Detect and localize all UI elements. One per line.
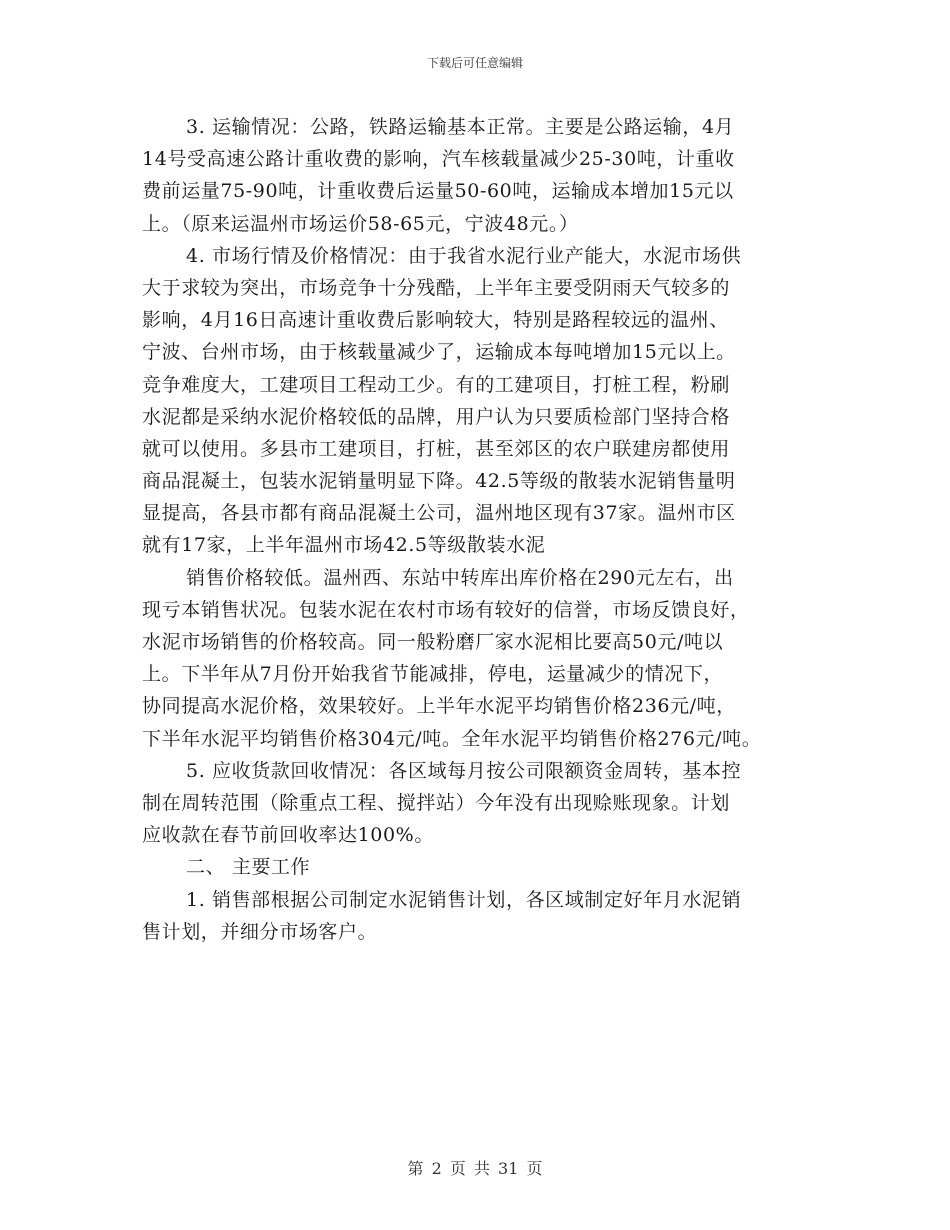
- text-line: 就可以使用。多县市工建项目，打桩，甚至郊区的农户联建房都使用: [142, 437, 731, 460]
- text-line: 制在周转范围（除重点工程、搅拌站）今年没有出现赊账现象。计划: [142, 791, 731, 814]
- section-heading: 二、 主要工作: [186, 856, 311, 879]
- text-line: 销售价格较低。温州西、东站中转库出库价格在290元左右，出: [186, 566, 734, 589]
- text-line: 协同提高水泥价格，效果较好。上半年水泥平均销售价格236元/吨，: [142, 695, 736, 718]
- text-line: 1. 销售部根据公司制定水泥销售计划，各区域制定好年月水泥销: [186, 888, 742, 911]
- text-line: 上。（原来运温州市场运价58-65元，宁波48元。）: [142, 212, 579, 235]
- text-line: 费前运量75-90吨，计重收费后运量50-60吨，运输成本增加15元以: [142, 180, 734, 203]
- text-line: 商品混凝土，包装水泥销量明显下降。42.5等级的散装水泥销售量明: [142, 470, 736, 493]
- text-line: 宁波、台州市场，由于核载量减少了，运输成本每吨增加15元以上。: [142, 341, 736, 364]
- text-line: 竞争难度大，工建项目工程动工少。有的工建项目，打桩工程，粉刷: [142, 373, 731, 396]
- text-line: 5. 应收货款回收情况：各区域每月按公司限额资金周转，基本控: [186, 759, 742, 782]
- page-footer: 第 2 页 共 31 页: [407, 1159, 543, 1178]
- text-line: 影响，4月16日高速计重收费后影响较大，特别是路程较远的温州、: [142, 309, 729, 332]
- text-line: 水泥都是采纳水泥价格较低的品牌，用户认为只要质检部门坚持合格: [142, 405, 731, 428]
- text-line: 售计划，并细分市场客户。: [142, 920, 378, 943]
- text-line: 就有17家，上半年温州市场42.5等级散装水泥: [142, 534, 546, 557]
- text-line: 显提高，各县市都有商品混凝土公司，温州地区现有37家。温州市区: [142, 502, 736, 525]
- text-line: 3. 运输情况：公路，铁路运输基本正常。主要是公路运输，4月: [186, 116, 735, 138]
- text-line: 下半年水泥平均销售价格304元/吨。全年水泥平均销售价格276元/吨。: [142, 727, 762, 750]
- text-line: 上。下半年从7月份开始我省节能减排，停电，运量减少的情况下，: [142, 663, 724, 686]
- text-line: 现亏本销售状况。包装水泥在农村市场有较好的信誉，市场反馈良好，: [142, 598, 750, 621]
- text-line: 应收款在春节前回收率达100%。: [142, 824, 434, 847]
- text-line: 4. 市场行情及价格情况：由于我省水泥行业产能大，水泥市场供: [186, 244, 742, 267]
- text-line: 大于求较为突出，市场竞争十分残酷，上半年主要受阴雨天气较多的: [142, 276, 731, 299]
- document-body: [142, 111, 842, 948]
- text-line: 14号受高速公路计重收费的影响，汽车核载量减少25-30吨，计重收: [142, 148, 735, 171]
- page-header: 下载后可任意编辑: [426, 56, 523, 70]
- text-line: 水泥市场销售的价格较高。同一般粉磨厂家水泥相比要高50元/吨以: [142, 631, 724, 653]
